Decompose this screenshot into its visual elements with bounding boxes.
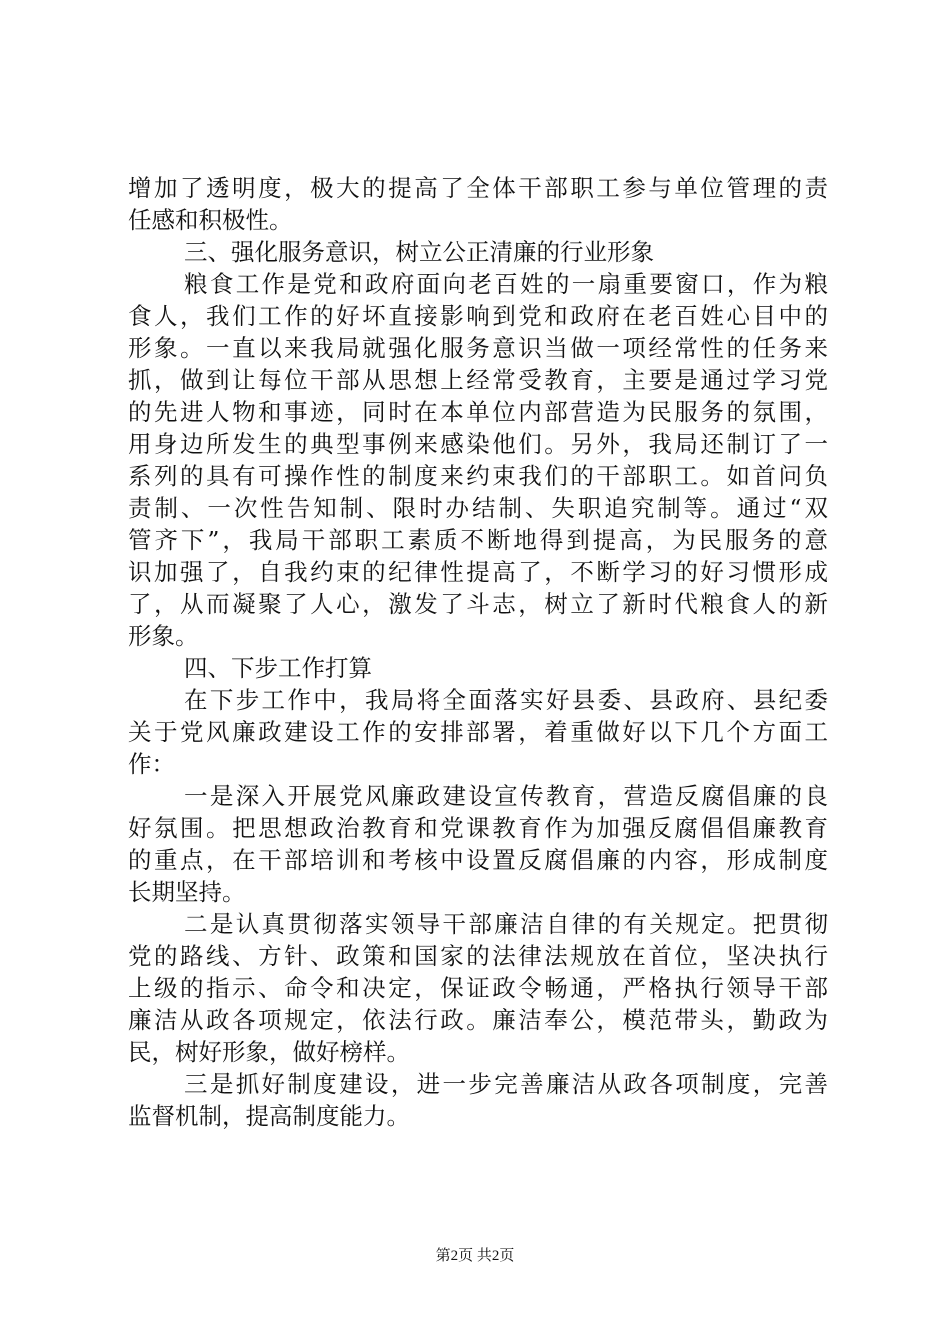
text-line: 任感和积极性。 — [128, 206, 293, 234]
text-line: 廉洁从政各项规定，依法行政。廉洁奉公，模范带头，勤政为 — [128, 1006, 828, 1034]
text-line: 责制、一次性告知制、限时办结制、失职追究制等。通过“双 — [128, 494, 828, 522]
text-line: 了，从而凝聚了人心，激发了斗志，树立了新时代粮食人的新 — [128, 590, 828, 618]
text-line: 识加强了，自我约束的纪律性提高了，不断学习的好习惯形成 — [128, 558, 828, 586]
text-line: 三、强化服务意识，树立公正清廉的行业形象 — [184, 238, 654, 266]
text-line: 二是认真贯彻落实领导干部廉洁自律的有关规定。把贯彻 — [184, 910, 828, 938]
text-line: 形象。一直以来我局就强化服务意识当做一项经常性的任务来 — [128, 334, 828, 362]
text-line: 党的路线、方针、政策和国家的法律法规放在首位，坚决执行 — [128, 942, 828, 970]
text-line: 作： — [128, 750, 175, 778]
text-line: 在下步工作中，我局将全面落实好县委、县政府、县纪委 — [184, 686, 828, 714]
text-line: 用身边所发生的典型事例来感染他们。另外，我局还制订了一 — [128, 430, 828, 458]
document-body — [128, 172, 828, 1132]
text-line: 管齐下”，我局干部职工素质不断地得到提高，为民服务的意 — [128, 526, 828, 554]
text-line: 一是深入开展党风廉政建设宣传教育，营造反腐倡廉的良 — [184, 782, 828, 810]
page-footer: 第2页 共2页 — [435, 1248, 515, 1264]
text-line: 的先进人物和事迹，同时在本单位内部营造为民服务的氛围， — [128, 398, 828, 426]
text-line: 长期坚持。 — [128, 878, 246, 906]
text-line: 三是抓好制度建设，进一步完善廉洁从政各项制度，完善 — [184, 1070, 828, 1098]
text-line: 关于党风廉政建设工作的安排部署，着重做好以下几个方面工 — [128, 718, 828, 746]
text-line: 形象。 — [128, 622, 199, 650]
text-line: 民，树好形象，做好榜样。 — [128, 1038, 410, 1066]
text-line: 系列的具有可操作性的制度来约束我们的干部职工。如首问负 — [128, 462, 828, 490]
text-line: 上级的指示、命令和决定，保证政令畅通，严格执行领导干部 — [128, 974, 828, 1002]
text-line: 四、下步工作打算 — [184, 654, 372, 682]
text-line: 增加了透明度，极大的提高了全体干部职工参与单位管理的责 — [128, 174, 828, 202]
text-line: 粮食工作是党和政府面向老百姓的一扇重要窗口，作为粮 — [184, 270, 828, 298]
text-line: 好氛围。把思想政治教育和党课教育作为加强反腐倡倡廉教育 — [128, 814, 828, 842]
text-line: 抓，做到让每位干部从思想上经常受教育，主要是通过学习党 — [128, 366, 828, 394]
text-line: 监督机制，提高制度能力。 — [128, 1102, 410, 1130]
text-line: 的重点，在干部培训和考核中设置反腐倡廉的内容，形成制度 — [128, 846, 828, 874]
text-line: 食人，我们工作的好坏直接影响到党和政府在老百姓心目中的 — [128, 302, 828, 330]
